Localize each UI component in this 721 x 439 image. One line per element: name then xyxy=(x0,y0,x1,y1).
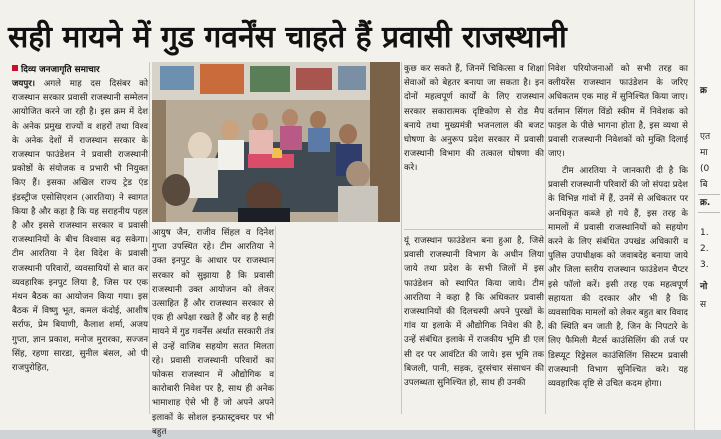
adjacent-text: क्र xyxy=(700,86,707,96)
column-divider xyxy=(275,226,276,414)
adjacent-text: बि xyxy=(700,180,708,190)
column-4-top xyxy=(548,62,688,162)
column-divider xyxy=(149,62,150,414)
column-4-bottom-text: टीम आरतिया ने जानकारी दी है कि प्रवासी राजस्थानी परिवारों की जो संपदा प्रदेश के विभिन्न गांवों में हैं, उनमें से अधिकतर पर अनधिकृत कब्जे हो गये हैं, इस तरह के मामलों में प्रवासी राजस्थानियों को सहयोग करने के लिए संबंधित उपखंड अधिकारी व पुलिस उपाधीक्षक को जवाबदेह बनाया जाये और जिला स्तरीय राजस्थान फाउंडेशन चैप्टर इसे फॉलो करें। इसी तरह एक महत्वपूर्ण सहायता की दरकार और भी है कि व्यवसायिक मामलों को लेकर बहुत बार विवाद की स्थिति बन जाती है, जिन के निपटारे के लिए फैमिली मैटर्स काउंसिलिंग की तर्ज पर डिस्प्यूट रिड्रेसल काउंसिलिंग सिस्टम प्रवासी राजस्थानी विभाग सुनिश्चित करे। यह व्यवहारिक दृष्टि से उचित कदम होगा। xyxy=(548,166,688,390)
adjacent-text: 2. xyxy=(700,244,709,254)
meeting-photo xyxy=(152,62,400,222)
adjacent-text: 3. xyxy=(700,260,709,270)
adjacent-text: स xyxy=(700,300,707,310)
column-2-text: आयुष जैन, राजीव सिंहल व दिनेश गुप्ता उपस्थित रहे। टीम आरतिया ने उक्त इनपुट के आधार पर राजस्थान सरकार को सुझाया है कि प्रवासी राजस्थानी उक्त आयोजन को लेकर उत्साहित हैं और राजस्थान सरकार से एक ही अपेक्षा रखते हैं और वह है सही मायने में गुड गवर्नेंस अर्थात सरकारी तंत्र से उन्हें वाजिब सहयोग सतत मिलता रहे। प्रवासी राजस्थानी परिवारों का फोकस राजस्थान में औद्योगिक व कारोबारी निवेश पर है, साथ ही अनेक भामाशाह ऐसे भी हैं जो अपने अपने इलाकों के सोशल इन्फ्रास्ट्रक्चर पर भी बहुत xyxy=(152,228,274,437)
column-4-bottom xyxy=(548,164,688,416)
column-4-top-text: निवेश परियोजनाओं को सभी तरह का क्लीयरेंस राजस्थान फाउंडेशन के जरिए अधिकतम एक माह में सुनिश्चित किया जाए। वर्तमान सिंगल विंडो स्कीम में निवेशक को फाइल के पीछे भागना होता है, इस व्यथा से प्रवासी राजस्थानी निवेशकों को मुक्ति दिलाई जाए। xyxy=(548,64,688,160)
byline xyxy=(12,63,148,77)
adjacent-rule xyxy=(698,194,720,195)
section-divider xyxy=(404,229,544,230)
byline-marker-icon xyxy=(12,65,18,71)
column-3-bottom-text: यूं राजस्थान फाउंडेशन बना हुआ है, जिसे प्रवासी राजस्थानी विभाग के अधीन लिया जाये तथा प्रदेश के सभी जिलों में इस फाउंडेशन को स्थापित किया जाये। टीम आरतिया ने कहा है कि अधिकतर प्रवासी राजस्थानियों की दिलचस्पी अपने पुरखों के गांव या इलाके में औद्योगिक निवेश की है, उन्हें संबंधित इलाके में राजकीय भूमि डी एल सी दर पर आवंटित की जाये। इस भूमि तक बिजली, पानी, सड़क, दूरसंचार संसाधन की उपलब्धता सुनिश्चित हो, साथ ही उनकी xyxy=(404,236,544,389)
adjacent-text: क्र. xyxy=(700,198,711,208)
article-headline: सही मायने में गुड गवर्नेंस चाहते हैं प्रवासी राजस्थानी xyxy=(8,20,567,55)
column-1 xyxy=(12,77,148,417)
column-3-top-text: कुछ कर सकते हैं, जिनमें चिकित्सा व शिक्षा सेवाओं को बेहतर बनाया जा सकता है। इन दोनों महत्वपूर्ण कार्यों के लिए राजस्थान सरकार सकारात्मक दृष्टिकोण से रोड मैप बनाये तथा मुख्यमंत्री भजनलाल की बजट घोषणा के अनुरूप प्रदेश सरकार में प्रवासी राजस्थानी विभाग की तत्काल घोषणा की करे। xyxy=(404,64,544,174)
byline-text: दिव्य जनजागृति समाचार xyxy=(21,65,100,75)
adjacent-article-strip xyxy=(694,0,721,430)
adjacent-text: एत xyxy=(700,132,711,142)
meeting-photo-image xyxy=(152,62,400,222)
column-1-text: अगले माह दस दिसंबर को राजस्थान सरकार प्रवासी राजस्थानी सम्मेलन आयोजित करने जा रही है। इस क्रम में देश के अनेक प्रमुख राज्यों व शहरों तथा विश्व के अनेक देशों में राजस्थान सरकार के राजस्थान फाउंडेशन ने प्रवासी राजस्थानी प्रकोष्ठों के संयोजक व प्रभारी भी नियुक्त किए हैं। इसका अखिल राज्य ट्रेड एंड इंडस्ट्रीज एसोसिएशन (आरतिया) ने स्वागत किया है और कहा है कि यह सराहनीय पहल है और इससे राजस्थान सरकार व प्रवासी राजस्थानियों के बीच विश्वास बढ़ सकेगा। टीम आरतिया ने देश विदेश के प्रवासी राजस्थानी परिवारों, व्यवसायियों से बात कर व्यवहारिक इनपुट लिया है, जिस पर एक मंथन बैठक का आयोजन किया गया। इस बैठक में विष्णु भूत, कमल कंदोई, आशीष सर्राफ, प्रेम बियाणी, कैलाश शर्मा, अजय गुप्ता, ज्ञान प्रकाश, मनोज मुरारका, सज्जन सिंह, रहणा सारडा, सुनील बंसल, ओ पी राजपुरोहित, xyxy=(12,79,149,374)
column-divider xyxy=(545,62,546,414)
column-3-bottom xyxy=(278,234,544,416)
column-2 xyxy=(152,226,274,437)
adjacent-text: नो xyxy=(700,282,708,292)
column-3-top xyxy=(404,62,544,224)
column-divider xyxy=(401,62,402,414)
dateline: जयपुर। xyxy=(12,79,36,89)
adjacent-text: (0 xyxy=(700,164,710,174)
adjacent-rule xyxy=(698,212,720,213)
adjacent-text: मा xyxy=(700,148,708,158)
adjacent-text: 1. xyxy=(700,228,709,238)
